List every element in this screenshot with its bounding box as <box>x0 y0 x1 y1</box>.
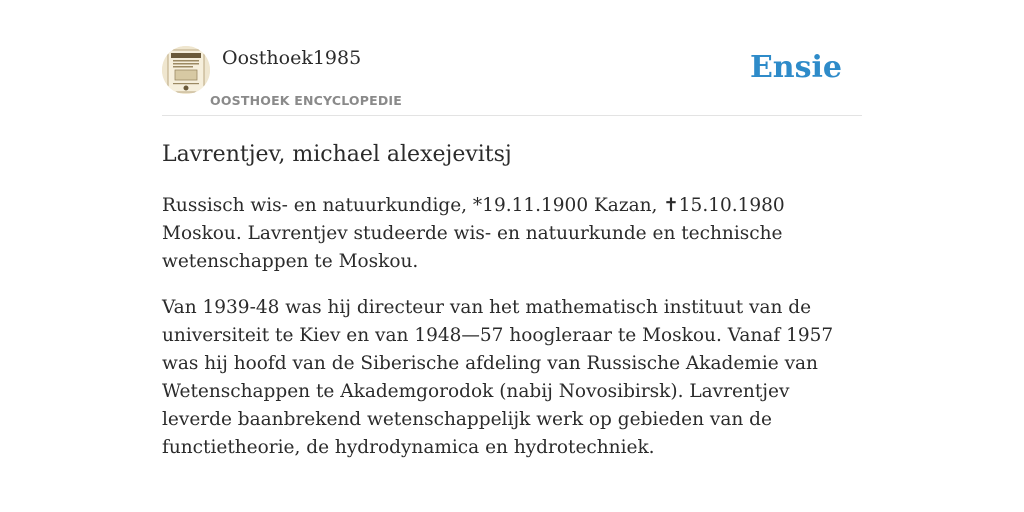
source-label: OOSTHOEK ENCYCLOPEDIE <box>210 93 403 108</box>
article-body <box>162 192 862 480</box>
header-divider <box>162 115 862 116</box>
entry-card <box>162 0 862 512</box>
article-paragraph: Russisch wis- en natuurkundige, *19.11.1900 Kazan, ✝15.10.1980 Moskou. Lavrentjev studeerde wis- en natuurkunde en technische wetenschappen te Moskou. <box>162 195 785 272</box>
brand-logo[interactable]: Ensie <box>749 50 842 85</box>
article-paragraph: Van 1939-48 was hij directeur van het mathematisch instituut van de universiteit te Kiev en van 1948—57 hoogleraar te Moskou. Vanaf 1957 was hij hoofd van de Siberische afdeling van Russische Akademie van Wetenschappen te Akademgorodok (nabij Novosibirsk). Lavrentjev leverde baanbrekend wetenschappelijk werk op gebieden van de functietheorie, de hydrodynamica en hydrotechniek. <box>162 297 834 458</box>
author-name[interactable]: Oosthoek1985 <box>222 47 362 69</box>
book-cover-icon[interactable] <box>162 46 210 94</box>
article-title: Lavrentjev, michael alexejevitsj <box>162 142 512 167</box>
